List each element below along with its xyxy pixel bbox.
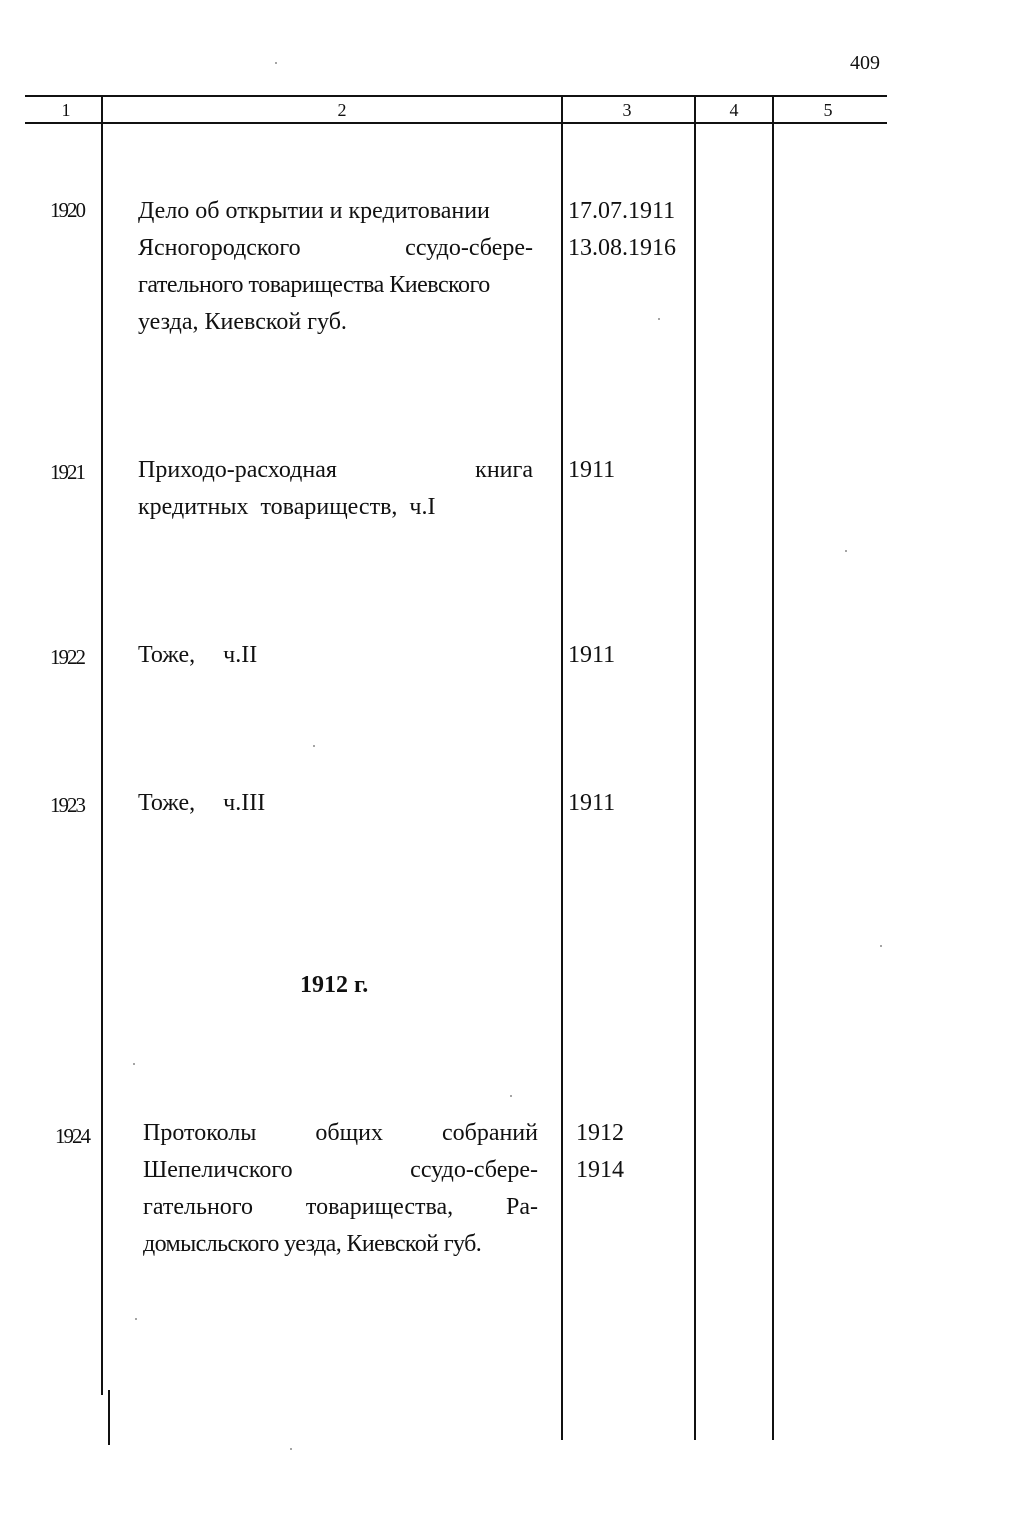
column-header-4: 4	[729, 100, 739, 120]
title-line: Ясногородского ссудо-сбере-	[138, 235, 533, 261]
column-divider-2	[561, 95, 563, 1440]
date-value: 13.08.1916	[568, 235, 676, 261]
scan-speck	[845, 550, 847, 552]
entry-number: 1923	[50, 793, 84, 817]
table-top-rule	[25, 95, 887, 97]
title-line: домысльского уезда, Киевской губ.	[143, 1231, 482, 1257]
scan-speck	[510, 1095, 512, 1097]
column-divider-4	[772, 95, 774, 1440]
scan-speck	[313, 745, 315, 747]
entry-title	[138, 452, 533, 526]
scan-speck	[135, 1318, 137, 1320]
column-divider-3	[694, 95, 696, 1440]
page-number: 409	[850, 52, 880, 74]
scan-speck	[290, 1448, 292, 1450]
column-header-5: 5	[823, 100, 833, 120]
title-line: гательного товарищества, Ра-	[143, 1194, 538, 1220]
date-value: 1911	[568, 457, 616, 483]
entry-number: 1921	[50, 460, 84, 484]
column-divider-1-lower	[108, 1390, 110, 1445]
column-header-3: 3	[622, 100, 632, 120]
title-line: уезда, Киевской губ.	[138, 309, 347, 335]
entry-title	[138, 637, 533, 674]
entry-dates	[568, 785, 615, 822]
entry-number: 1924	[55, 1124, 89, 1148]
title-line: Тоже, ч.III	[138, 790, 266, 816]
title-line: кредитных товариществ, ч.I	[138, 494, 436, 520]
date-value: 1914	[576, 1157, 624, 1183]
column-divider-1	[101, 95, 103, 1395]
column-header-2: 2	[337, 100, 347, 120]
table-header-rule	[25, 122, 887, 124]
date-value: 1912	[576, 1120, 624, 1146]
entry-title	[138, 785, 533, 822]
scan-speck	[275, 62, 277, 64]
entry-dates	[576, 1115, 624, 1189]
scan-speck	[658, 318, 660, 320]
title-line: Дело об открытии и кредитовании	[138, 198, 490, 224]
entry-title	[138, 193, 533, 341]
title-line: Шепеличского ссудо-сбере-	[143, 1157, 538, 1183]
year-section-heading: 1912 г.	[300, 972, 369, 998]
title-line: Протоколы общих собраний	[143, 1120, 538, 1146]
date-value: 17.07.1911	[568, 198, 676, 224]
date-value: 1911	[568, 642, 616, 668]
title-line: Тоже, ч.II	[138, 642, 258, 668]
entry-number: 1920	[50, 198, 84, 222]
entry-dates	[568, 193, 676, 267]
entry-title	[143, 1115, 538, 1263]
entry-number: 1922	[50, 645, 84, 669]
scan-speck	[133, 1063, 135, 1065]
entry-dates	[568, 452, 615, 489]
entry-dates	[568, 637, 615, 674]
column-header-1: 1	[61, 100, 71, 120]
date-value: 1911	[568, 790, 616, 816]
title-line: гательного товарищества Киевского	[138, 272, 490, 298]
title-line: Приходо-расходная книга	[138, 457, 533, 483]
scan-speck	[880, 945, 882, 947]
